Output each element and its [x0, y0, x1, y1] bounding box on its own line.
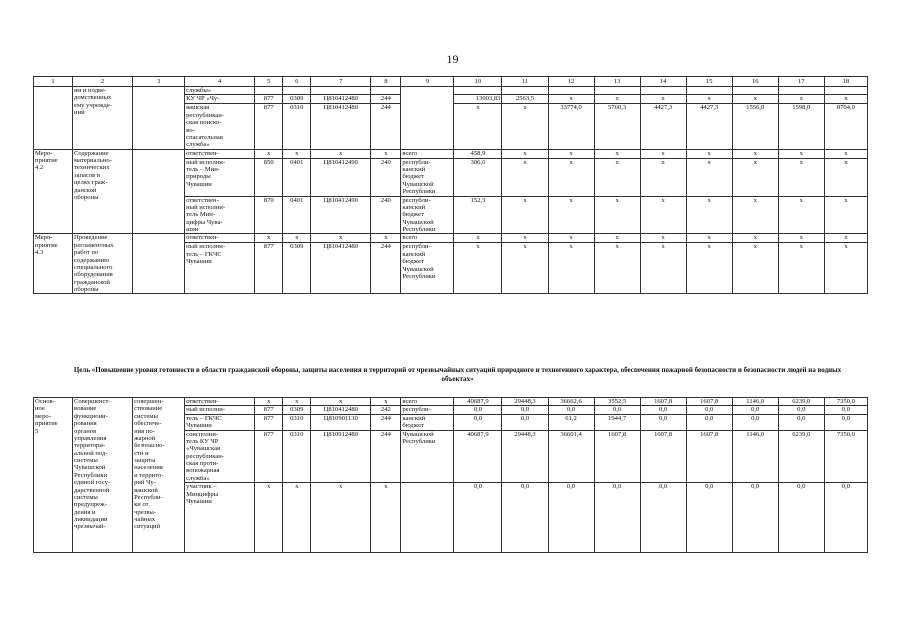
expense-group-cell: x — [371, 483, 401, 553]
goal-cell — [133, 87, 185, 150]
target-article-cell: Ц810412480 — [311, 95, 371, 104]
value-cell: 4427,3 — [640, 104, 686, 149]
goal-cell — [133, 234, 185, 294]
value-cell: x — [778, 196, 824, 234]
grbs-cell: x — [255, 483, 283, 553]
section-cell: 0309 — [283, 406, 311, 414]
col-number: 3 — [133, 77, 185, 87]
section-cell: 0401 — [283, 196, 311, 234]
grbs-cell: x — [255, 234, 283, 243]
target-article-cell: Ц810912480 — [311, 430, 371, 483]
value-cell: x — [824, 196, 867, 234]
section-cell: 0309 — [283, 95, 311, 104]
expense-group-cell: x — [371, 149, 401, 158]
value-cell: 152,3 — [454, 196, 502, 234]
value-cell: x — [548, 149, 594, 158]
grbs-cell: 850 — [255, 158, 283, 196]
value-cell: x — [732, 196, 778, 234]
col-number: 9 — [401, 77, 454, 87]
event-number-cell: Основ- ное меро- приятие 5 — [34, 398, 73, 553]
source-cell — [401, 483, 454, 553]
value-cell: 29448,3 — [502, 430, 548, 483]
col-number: 13 — [594, 77, 640, 87]
col-number: 7 — [311, 77, 371, 87]
value-cell: 3552,5 — [594, 398, 640, 406]
value-cell: x — [548, 243, 594, 294]
expense-group-cell: 244 — [371, 95, 401, 104]
value-cell: x — [640, 196, 686, 234]
budget-table-part-1 — [33, 76, 868, 294]
event-name-cell: ям и подве- домственных ему учрежде- ний — [73, 87, 133, 150]
value-cell: x — [686, 234, 732, 243]
section-cell: 0310 — [283, 430, 311, 483]
col-number: 17 — [778, 77, 824, 87]
value-cell: 0,0 — [824, 406, 867, 414]
value-cell: 2563,5 — [502, 95, 548, 104]
event-number-cell: Меро- приятие 4.2 — [34, 149, 73, 234]
value-cell: x — [594, 158, 640, 196]
source-cell — [401, 87, 454, 150]
value-cell: x — [686, 149, 732, 158]
table-row — [34, 398, 868, 406]
value-cell: x — [502, 149, 548, 158]
expense-group-cell: 244 — [371, 430, 401, 483]
executor-cell: вашская республикан- ская поиско- во- спасательная служба» — [185, 104, 255, 149]
column-number-row — [34, 77, 868, 87]
value-cell: x — [778, 243, 824, 294]
value-cell: x — [594, 149, 640, 158]
source-cell: республи- канский бюджет Чувашской Республики — [401, 158, 454, 196]
table-row — [34, 149, 868, 158]
target-article-cell: x — [311, 483, 371, 553]
executor-cell: ответствен- ный исполни- тель Мин- цифры Чува- шии — [185, 196, 255, 234]
value-cell: 0,0 — [778, 414, 824, 430]
value-cell: x — [548, 158, 594, 196]
col-number: 11 — [502, 77, 548, 87]
event-name-cell: Проведение регламентных работ по содержанию специального оборудования гражданской обороны — [73, 234, 133, 294]
value-cell: x — [640, 158, 686, 196]
source-cell: республи- канский бюджет Чувашской Республики — [401, 196, 454, 234]
col-number: 12 — [548, 77, 594, 87]
expense-group-cell: 244 — [371, 243, 401, 294]
value-cell: 0,0 — [502, 483, 548, 553]
expense-group-cell: 240 — [371, 158, 401, 196]
expense-group-cell: x — [371, 234, 401, 243]
value-cell: 0,0 — [454, 483, 502, 553]
value-cell: 0,0 — [594, 483, 640, 553]
value-cell: x — [502, 234, 548, 243]
value-cell: x — [640, 95, 686, 104]
target-article-cell: Ц810412490 — [311, 158, 371, 196]
value-cell: 29448,3 — [502, 398, 548, 406]
value-cell: x — [686, 196, 732, 234]
value-cell: 40687,9 — [454, 430, 502, 483]
value-cell: 7350,0 — [824, 430, 867, 483]
executor-cell: ответствен- — [185, 398, 255, 406]
executor-cell: ответствен- — [185, 234, 255, 243]
value-cell: 0,0 — [640, 406, 686, 414]
executor-cell: тель – ГКЧС Чувашии — [185, 414, 255, 430]
grbs-cell: x — [255, 398, 283, 406]
value-cell: x — [454, 243, 502, 294]
target-article-cell: Ц810901130 — [311, 414, 371, 430]
value-cell: 1607,8 — [594, 430, 640, 483]
value-cell: 0,0 — [778, 406, 824, 414]
value-cell: x — [824, 95, 867, 104]
value-cell: 0,0 — [732, 414, 778, 430]
grbs-cell: 870 — [255, 196, 283, 234]
col-number: 10 — [454, 77, 502, 87]
value-cell: 1607,8 — [686, 398, 732, 406]
value-cell: x — [454, 234, 502, 243]
target-article-cell: x — [311, 234, 371, 243]
value-cell: 0,0 — [548, 483, 594, 553]
value-cell: 1598,0 — [778, 104, 824, 149]
value-cell: x — [824, 158, 867, 196]
section-cell: x — [283, 398, 311, 406]
value-cell: 0,0 — [454, 414, 502, 430]
value-cell: 33774,0 — [548, 104, 594, 149]
event-number-cell: Меро- приятие 4.3 — [34, 234, 73, 294]
value-cell: x — [778, 95, 824, 104]
col-number: 8 — [371, 77, 401, 87]
value-cell: 0,0 — [824, 483, 867, 553]
executor-cell: участник – Минцифры Чувашии — [185, 483, 255, 553]
section-cell: 0310 — [283, 414, 311, 430]
section-cell: 0309 — [283, 243, 311, 294]
value-cell: 0,0 — [454, 406, 502, 414]
value-cell: x — [778, 149, 824, 158]
section-cell: x — [283, 234, 311, 243]
event-name-cell: Содержание материально- технических запасов в целях граж- данской обороны — [73, 149, 133, 234]
expense-group-cell: x — [371, 398, 401, 406]
value-cell: x — [548, 95, 594, 104]
value-cell: x — [502, 104, 548, 149]
value-cell: x — [502, 158, 548, 196]
grbs-cell: 877 — [255, 430, 283, 483]
value-cell: x — [454, 104, 502, 149]
value-cell: 0,0 — [640, 483, 686, 553]
executor-cell: службы» — [185, 87, 255, 95]
col-number: 14 — [640, 77, 686, 87]
value-cell: 36662,6 — [548, 398, 594, 406]
value-cell: x — [686, 243, 732, 294]
grbs-cell: 877 — [255, 414, 283, 430]
value-cell: 40687,9 — [454, 398, 502, 406]
target-article-cell: Ц810412480 — [311, 243, 371, 294]
value-cell: x — [732, 149, 778, 158]
grbs-cell: 877 — [255, 243, 283, 294]
grbs-cell: 877 — [255, 104, 283, 149]
executor-cell: ный исполни- тель – Мин- природы Чувашии — [185, 158, 255, 196]
value-cell: x — [686, 158, 732, 196]
value-cell: 0,0 — [640, 414, 686, 430]
value-cell: 306,6 — [454, 158, 502, 196]
value-cell: x — [824, 234, 867, 243]
col-number: 16 — [732, 77, 778, 87]
source-cell: республи- — [401, 406, 454, 414]
target-article-cell: Ц810412490 — [311, 196, 371, 234]
value-cell: 0,0 — [778, 483, 824, 553]
target-article-cell: x — [311, 149, 371, 158]
value-cell: x — [640, 243, 686, 294]
col-number: 6 — [283, 77, 311, 87]
executor-cell: соисполни- тель КУ ЧР «Чувашская республикан- ская проти- вопожарная служба» — [185, 430, 255, 483]
source-cell: всего — [401, 398, 454, 406]
value-cell: 0,0 — [502, 406, 548, 414]
grbs-cell: 877 — [255, 95, 283, 104]
value-cell: x — [732, 158, 778, 196]
table-row — [34, 234, 868, 243]
value-cell: 0,0 — [502, 414, 548, 430]
goal-cell: совершен- ствование системы обеспече- ния по- жарной безопасно- сти и защиты населения и террито- рий Чу- вашской Республи- ки от чрезвы- чайных ситуаций — [133, 398, 185, 553]
col-number: 5 — [255, 77, 283, 87]
section-cell: 0401 — [283, 158, 311, 196]
value-cell: x — [594, 234, 640, 243]
source-cell: республи- канский бюджет Чувашской Республики — [401, 243, 454, 294]
executor-cell: ответствен- — [185, 149, 255, 158]
value-cell: 0,0 — [686, 414, 732, 430]
value-cell: x — [778, 158, 824, 196]
value-cell: 1944,7 — [594, 414, 640, 430]
value-cell: x — [502, 243, 548, 294]
event-name-cell: Совершенст- вование функциони- рования органов управления территори- альной под- системы Чувашской Республики единой госу- дарственной системы предупреж- дения и ликвидации чрезвычай- — [73, 398, 133, 553]
value-cell: 1146,0 — [732, 430, 778, 483]
executor-cell: КУ ЧР «Чу- — [185, 95, 255, 104]
value-cell: x — [824, 149, 867, 158]
value-cell: x — [732, 234, 778, 243]
value-cell: 1607,8 — [640, 430, 686, 483]
value-cell: 61,2 — [548, 414, 594, 430]
expense-group-cell: 244 — [371, 104, 401, 149]
source-cell: Чувашской Республики — [401, 430, 454, 483]
executor-cell: ный исполни- тель – ГКЧС Чувашии — [185, 243, 255, 294]
value-cell: x — [732, 95, 778, 104]
col-number: 4 — [185, 77, 255, 87]
value-cell: x — [640, 149, 686, 158]
expense-group-cell: 244 — [371, 414, 401, 430]
expense-group-cell: 242 — [371, 406, 401, 414]
source-cell: всего — [401, 234, 454, 243]
col-number: 2 — [73, 77, 133, 87]
goal-cell — [133, 149, 185, 234]
value-cell: x — [548, 196, 594, 234]
target-article-cell: Ц810412480 — [311, 104, 371, 149]
value-cell: 0,0 — [686, 406, 732, 414]
value-cell: 36601,4 — [548, 430, 594, 483]
value-cell: 13003,83 — [454, 95, 502, 104]
value-cell: 458,9 — [454, 149, 502, 158]
value-cell: 1556,0 — [732, 104, 778, 149]
value-cell: 6239,0 — [778, 430, 824, 483]
budget-table-part-2 — [33, 397, 868, 553]
value-cell: 0,0 — [686, 483, 732, 553]
value-cell: x — [640, 234, 686, 243]
value-cell: 0,0 — [594, 406, 640, 414]
value-cell: 0,0 — [732, 406, 778, 414]
goal-heading: Цель «Повышение уровня готовности в области гражданской обороны, защиты населения и территорий от чрезвычайных ситуаций природного и техногенного характера, обеспечения пожарной безопасности и безопасности людей на водных объектах» — [73, 366, 842, 383]
value-cell: 8704,0 — [824, 104, 867, 149]
target-article-cell: Ц810412480 — [311, 406, 371, 414]
value-cell: x — [778, 234, 824, 243]
value-cell: 1146,0 — [732, 398, 778, 406]
value-cell: x — [732, 243, 778, 294]
value-cell: 4427,3 — [686, 104, 732, 149]
col-number: 18 — [824, 77, 867, 87]
source-cell: всего — [401, 149, 454, 158]
value-cell: 1607,8 — [686, 430, 732, 483]
page-number: 19 — [446, 52, 459, 66]
col-number: 1 — [34, 77, 73, 87]
value-cell: 0,0 — [732, 483, 778, 553]
value-cell: 7350,0 — [824, 398, 867, 406]
target-article-cell: x — [311, 398, 371, 406]
grbs-cell: x — [255, 149, 283, 158]
event-number-cell — [34, 87, 73, 150]
section-cell: x — [283, 483, 311, 553]
value-cell: 1607,8 — [640, 398, 686, 406]
value-cell: x — [594, 95, 640, 104]
section-cell: x — [283, 149, 311, 158]
value-cell: x — [594, 196, 640, 234]
source-cell: канский бюджет — [401, 414, 454, 430]
value-cell: x — [502, 196, 548, 234]
value-cell: x — [594, 243, 640, 294]
value-cell: 6239,0 — [778, 398, 824, 406]
col-number: 15 — [686, 77, 732, 87]
expense-group-cell: 240 — [371, 196, 401, 234]
value-cell: 5760,3 — [594, 104, 640, 149]
grbs-cell: 877 — [255, 406, 283, 414]
executor-cell: ный исполни- — [185, 406, 255, 414]
value-cell: 0,0 — [548, 406, 594, 414]
section-cell: 0310 — [283, 104, 311, 149]
value-cell: x — [548, 234, 594, 243]
value-cell: x — [824, 243, 867, 294]
value-cell: 0,0 — [824, 414, 867, 430]
table-row — [34, 87, 868, 95]
value-cell: x — [686, 95, 732, 104]
